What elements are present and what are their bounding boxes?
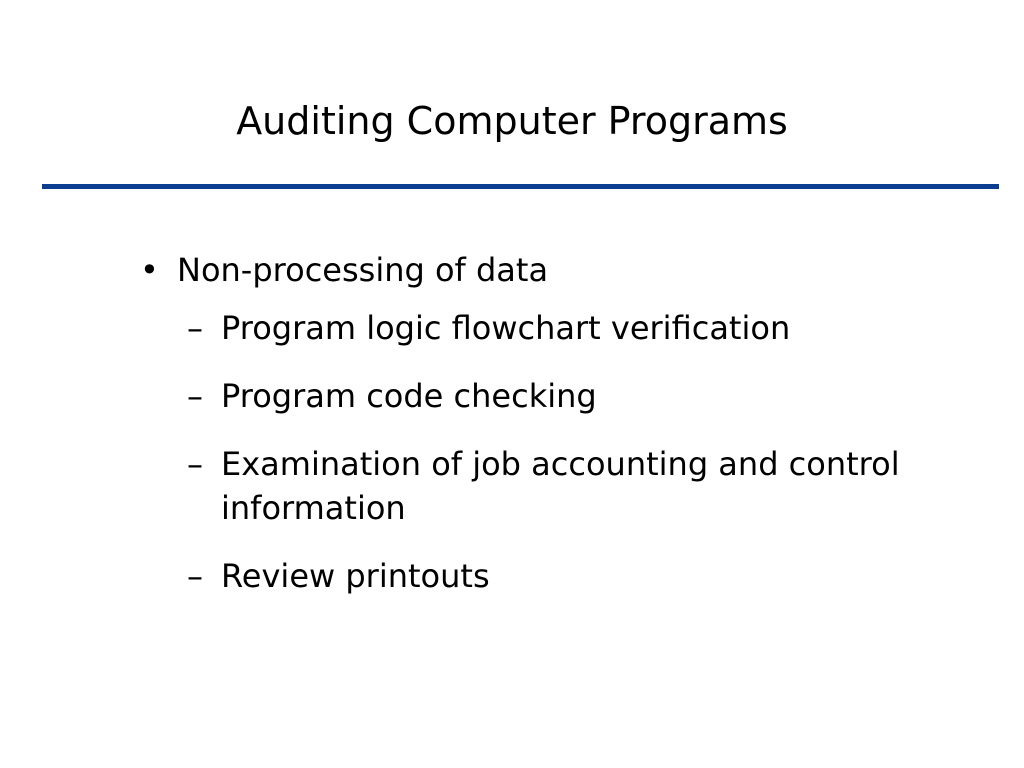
bullet-text: Non-processing of data bbox=[177, 251, 549, 289]
slide-title: Auditing Computer Programs bbox=[236, 99, 788, 143]
sub-bullet-text: Review printouts bbox=[221, 557, 490, 595]
dash-icon: – bbox=[187, 557, 203, 595]
sub-bullet-list bbox=[140, 306, 990, 598]
sub-bullet-item bbox=[140, 442, 990, 530]
sub-bullet-text: Examination of job accounting and control information bbox=[221, 445, 900, 527]
sub-bullet-item bbox=[140, 554, 990, 598]
sub-bullet-text: Program code checking bbox=[221, 377, 597, 415]
sub-bullet-text: Program logic flowchart verification bbox=[221, 309, 791, 347]
title-divider bbox=[42, 184, 999, 189]
bullet-icon: • bbox=[140, 251, 159, 289]
dash-icon: – bbox=[187, 377, 203, 415]
sub-bullet-item bbox=[140, 306, 990, 350]
dash-icon: – bbox=[187, 309, 203, 347]
sub-bullet-item bbox=[140, 374, 990, 418]
dash-icon: – bbox=[187, 445, 203, 483]
slide-content bbox=[140, 248, 990, 622]
bullet-item bbox=[140, 248, 990, 292]
